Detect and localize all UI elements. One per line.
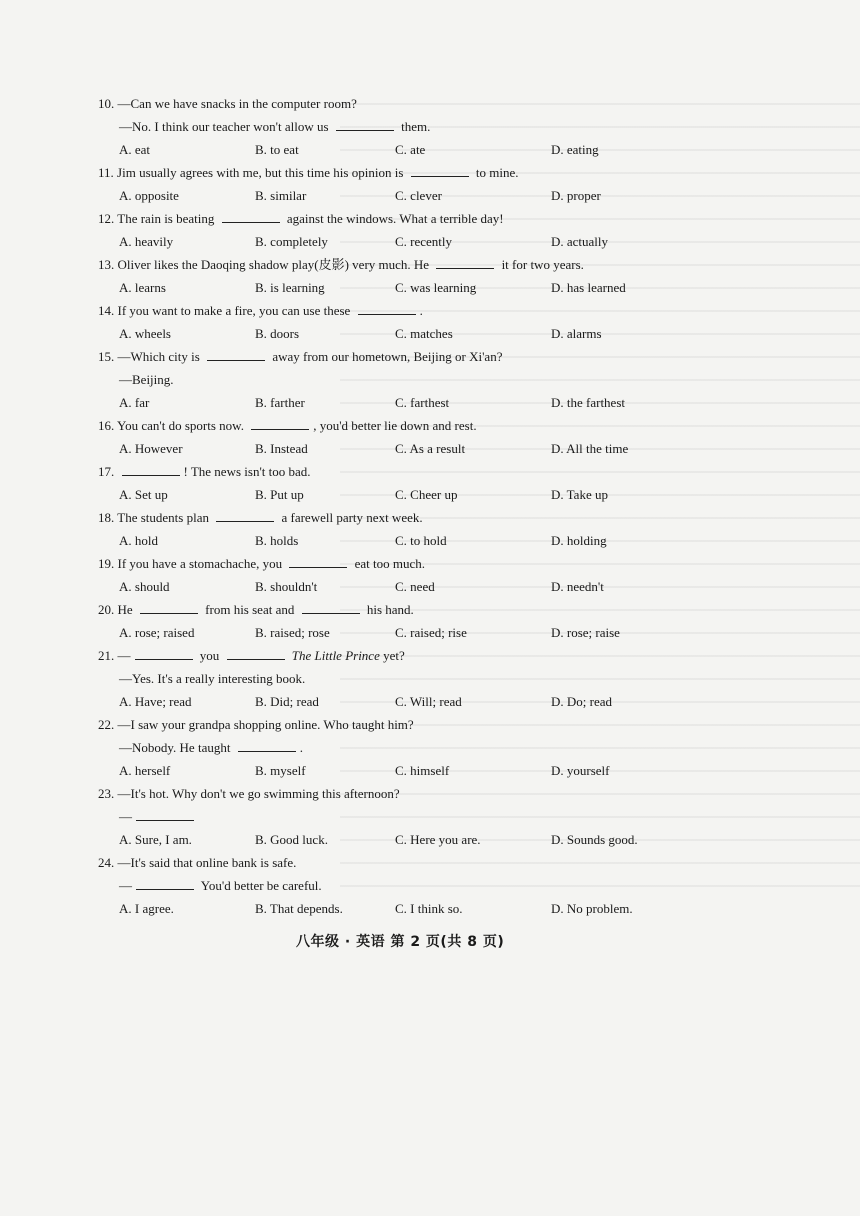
question-item — [96, 161, 676, 207]
option-a: A. far — [119, 395, 150, 410]
question-item — [96, 506, 676, 552]
option-a: A. herself — [119, 763, 171, 778]
question-number: 10. — [98, 96, 118, 111]
page-footer: 八年级 · 英语 第 2 页(共 8 页) — [296, 934, 505, 950]
question-item — [96, 460, 676, 506]
option-b: B. Instead — [255, 441, 308, 456]
question-text: them. — [397, 119, 431, 134]
question-stem — [96, 552, 676, 575]
option-b: B. farther — [255, 395, 305, 410]
option-b: B. similar — [255, 188, 307, 203]
question-text: to mine. — [472, 165, 519, 180]
option-c: C. farthest — [395, 395, 450, 410]
question-text: The rain is beating — [117, 211, 218, 226]
question-item — [96, 253, 676, 299]
question-reply-line — [96, 805, 676, 828]
option-c: C. Here you are. — [395, 832, 481, 847]
question-text: He — [117, 602, 136, 617]
option-b: B. holds — [255, 533, 299, 548]
question-number: 13. — [98, 257, 118, 272]
question-text: Jim usually agrees with me, but this time his opinion is — [117, 165, 407, 180]
answer-options — [96, 759, 676, 782]
question-text: — — [119, 878, 132, 893]
option-b: B. to eat — [255, 142, 299, 157]
question-number: 20. — [98, 602, 118, 617]
question-text: against the windows. What a terrible day! — [283, 211, 504, 226]
question-stem — [96, 299, 676, 322]
answer-blank — [216, 508, 274, 522]
question-item — [96, 92, 676, 161]
question-text: —It's hot. Why don't we go swimming this afternoon? — [117, 786, 400, 801]
option-a: A. opposite — [119, 188, 179, 203]
answer-options — [96, 575, 676, 598]
question-text: away from our hometown, Beijing or Xi'an? — [269, 349, 503, 364]
option-d: D. actually — [551, 234, 609, 249]
question-text: If you want to make a fire, you can use these — [117, 303, 354, 318]
answer-blank — [122, 462, 180, 476]
option-d: D. Do; read — [551, 694, 613, 709]
option-c: C. was learning — [395, 280, 477, 295]
option-c: C. I think so. — [395, 901, 463, 916]
option-c: C. Will; read — [395, 694, 462, 709]
answer-blank — [136, 876, 194, 890]
answer-options — [96, 391, 676, 414]
answer-options — [96, 529, 676, 552]
option-c: C. matches — [395, 326, 453, 341]
question-text: If you have a stomachache, you — [117, 556, 286, 571]
question-stem — [96, 92, 676, 115]
question-text: ! The news isn't too bad. — [183, 464, 311, 479]
question-number: 11. — [98, 165, 118, 180]
question-number: 24. — [98, 855, 118, 870]
option-b: B. Did; read — [255, 694, 319, 709]
option-c: C. Cheer up — [395, 487, 458, 502]
answer-blank — [251, 416, 309, 430]
option-b: B. shouldn't — [255, 579, 318, 594]
question-text: — — [119, 809, 132, 824]
option-c: C. As a result — [395, 441, 466, 456]
answer-blank — [135, 646, 193, 660]
answer-blank — [358, 301, 416, 315]
answer-options — [96, 828, 676, 851]
option-d: D. Take up — [551, 487, 608, 502]
question-stem — [96, 345, 676, 368]
answer-options — [96, 138, 676, 161]
answer-blank — [136, 807, 194, 821]
option-a: A. wheels — [119, 326, 171, 341]
question-item — [96, 414, 676, 460]
answer-blank — [238, 738, 296, 752]
question-item — [96, 207, 676, 253]
option-a: A. However — [119, 441, 183, 456]
question-text: —It's said that online bank is safe. — [117, 855, 297, 870]
option-a: A. Set up — [119, 487, 168, 502]
option-d: D. yourself — [551, 763, 610, 778]
answer-blank — [140, 600, 198, 614]
question-stem — [96, 161, 676, 184]
answer-blank — [436, 255, 494, 269]
option-a: A. eat — [119, 142, 151, 157]
answer-options — [96, 690, 676, 713]
option-d: D. needn't — [551, 579, 604, 594]
question-text: yet? — [379, 648, 405, 663]
question-text: You'd better be careful. — [198, 878, 322, 893]
question-reply-line — [96, 736, 676, 759]
option-c: C. to hold — [395, 533, 447, 548]
question-text: —Yes. It's a really interesting book. — [119, 671, 306, 686]
answer-blank — [411, 163, 469, 177]
question-reply-line — [96, 667, 676, 690]
option-b: B. completely — [255, 234, 328, 249]
option-c: C. recently — [395, 234, 453, 249]
option-b: B. doors — [255, 326, 300, 341]
question-item — [96, 345, 676, 414]
option-d: D. proper — [551, 188, 601, 203]
question-number: 19. — [98, 556, 118, 571]
question-stem — [96, 460, 676, 483]
question-stem — [96, 644, 676, 667]
question-number: 17. — [98, 464, 118, 479]
answer-blank — [222, 209, 280, 223]
option-b: B. Put up — [255, 487, 304, 502]
question-text: The students plan — [117, 510, 213, 525]
question-item — [96, 644, 676, 713]
option-d: D. alarms — [551, 326, 602, 341]
option-a: A. hold — [119, 533, 158, 548]
option-a: A. heavily — [119, 234, 174, 249]
question-stem — [96, 713, 676, 736]
option-d: D. Sounds good. — [551, 832, 638, 847]
answer-options — [96, 483, 676, 506]
question-text: Oliver likes the Daoqing shadow play(皮影) very much. He — [117, 257, 433, 272]
answer-blank — [207, 347, 265, 361]
question-item — [96, 552, 676, 598]
option-d: D. All the time — [551, 441, 629, 456]
question-stem — [96, 253, 676, 276]
answer-options — [96, 897, 676, 920]
question-text: his hand. — [363, 602, 414, 617]
question-text: — — [117, 648, 131, 663]
question-stem — [96, 598, 676, 621]
question-number: 15. — [98, 349, 118, 364]
option-b: B. is learning — [255, 280, 325, 295]
option-b: B. raised; rose — [255, 625, 330, 640]
question-text: from his seat and — [201, 602, 298, 617]
option-c: C. raised; rise — [395, 625, 467, 640]
option-c: C. clever — [395, 188, 442, 203]
option-a: A. rose; raised — [119, 625, 195, 640]
answer-options — [96, 437, 676, 460]
question-number: 18. — [98, 510, 118, 525]
question-text: —I saw your grandpa shopping online. Who taught him? — [117, 717, 414, 732]
question-text: . — [299, 740, 303, 755]
question-number: 16. — [98, 418, 118, 433]
question-reply-line — [96, 874, 676, 897]
question-item — [96, 851, 676, 920]
question-text: —Can we have snacks in the computer room? — [117, 96, 357, 111]
answer-options — [96, 322, 676, 345]
question-stem — [96, 782, 676, 805]
option-d: D. eating — [551, 142, 599, 157]
question-number: 14. — [98, 303, 118, 318]
question-text: a farewell party next week. — [278, 510, 423, 525]
question-text: —Nobody. He taught — [119, 740, 234, 755]
question-text: You can't do sports now. — [117, 418, 248, 433]
answer-options — [96, 276, 676, 299]
option-a: A. I agree. — [119, 901, 174, 916]
question-text: it for two years. — [498, 257, 584, 272]
question-text: . — [419, 303, 423, 318]
option-c: C. ate — [395, 142, 426, 157]
answer-options — [96, 230, 676, 253]
question-item — [96, 713, 676, 782]
option-b: B. myself — [255, 763, 306, 778]
option-a: A. Sure, I am. — [119, 832, 192, 847]
book-title: The Little Prince — [291, 648, 380, 663]
option-d: D. the farthest — [551, 395, 626, 410]
option-d: D. rose; raise — [551, 625, 620, 640]
answer-blank — [227, 646, 285, 660]
question-item — [96, 299, 676, 345]
question-item — [96, 598, 676, 644]
option-c: C. need — [395, 579, 435, 594]
question-text: —Which city is — [117, 349, 204, 364]
answer-blank — [289, 554, 347, 568]
question-list — [96, 92, 676, 920]
option-a: A. should — [119, 579, 170, 594]
question-number: 23. — [98, 786, 118, 801]
answer-options — [96, 621, 676, 644]
answer-options — [96, 184, 676, 207]
question-number: 21. — [98, 648, 118, 663]
option-c: C. himself — [395, 763, 450, 778]
answer-blank — [336, 117, 394, 131]
question-reply-line — [96, 368, 676, 391]
option-d: D. No problem. — [551, 901, 633, 916]
question-stem — [96, 851, 676, 874]
question-number: 22. — [98, 717, 118, 732]
question-number: 12. — [98, 211, 118, 226]
option-b: B. That depends. — [255, 901, 343, 916]
question-stem — [96, 207, 676, 230]
option-d: D. holding — [551, 533, 607, 548]
question-reply-line — [96, 115, 676, 138]
question-stem — [96, 414, 676, 437]
question-item — [96, 782, 676, 851]
option-a: A. learns — [119, 280, 166, 295]
question-text: you — [196, 648, 223, 663]
question-text: —Beijing. — [119, 372, 174, 387]
question-text: , you'd better lie down and rest. — [313, 418, 477, 433]
question-text: —No. I think our teacher won't allow us — [119, 119, 332, 134]
answer-blank — [302, 600, 360, 614]
option-a: A. Have; read — [119, 694, 192, 709]
question-stem — [96, 506, 676, 529]
option-d: D. has learned — [551, 280, 626, 295]
option-b: B. Good luck. — [255, 832, 328, 847]
question-text: eat too much. — [351, 556, 426, 571]
